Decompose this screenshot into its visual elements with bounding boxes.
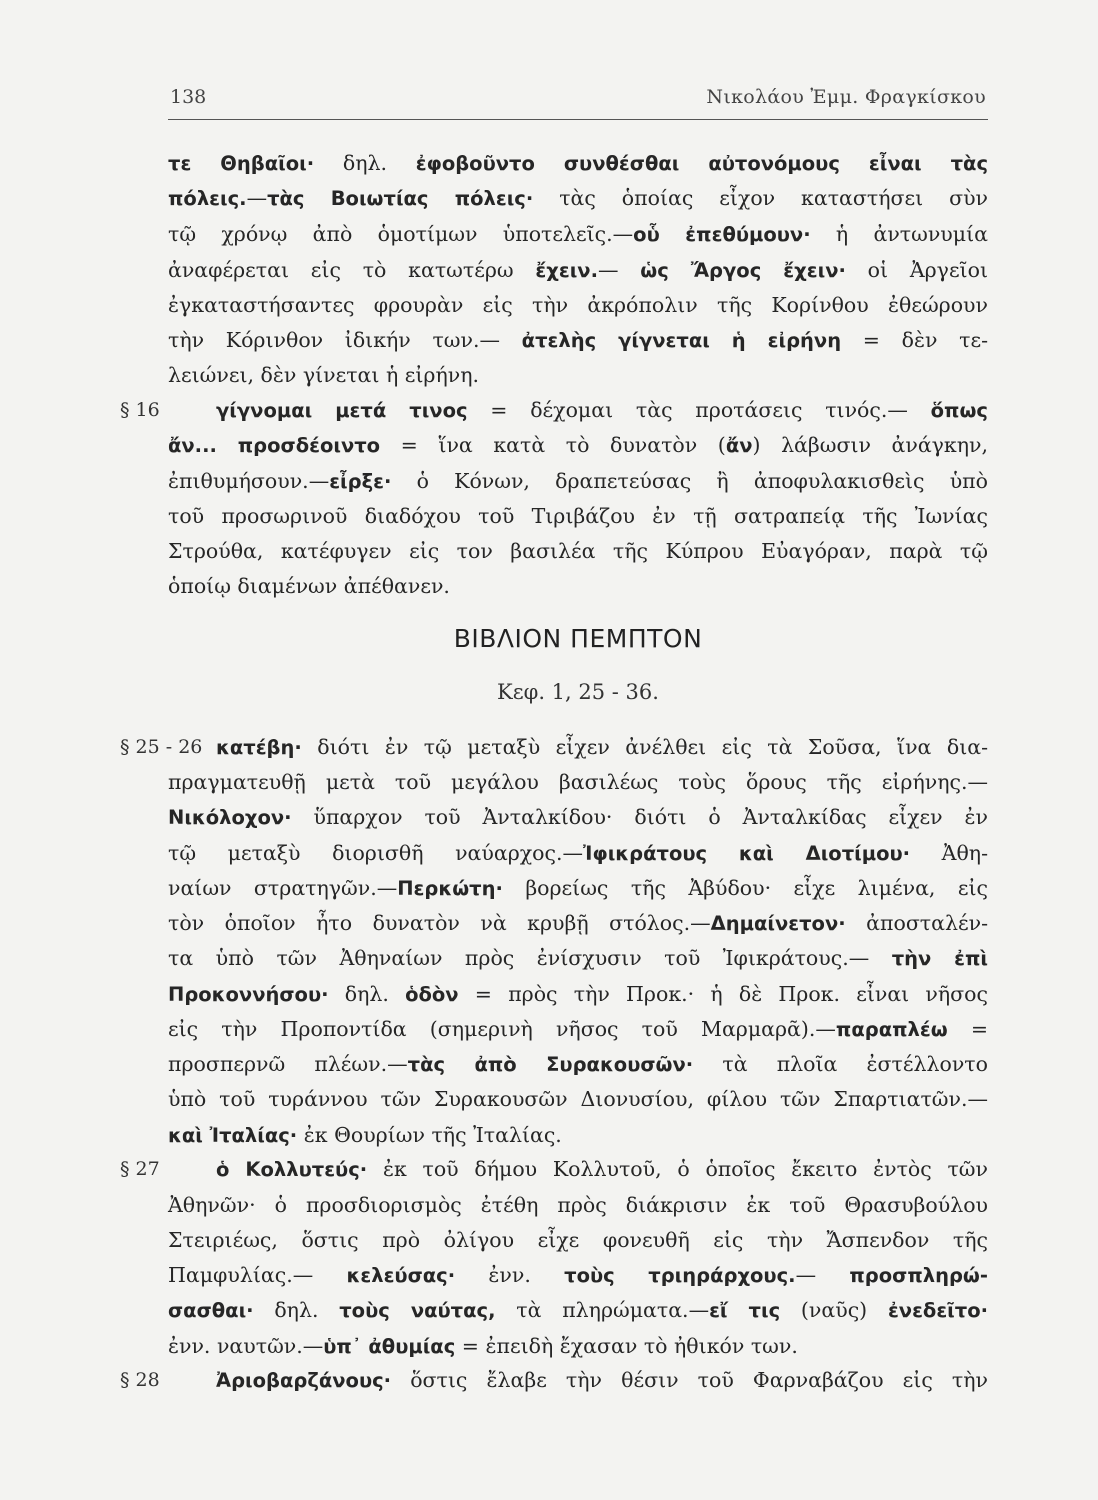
gloss-text: λειώνει, δὲν γίνεται ἡ εἰρήνη. [168,363,480,387]
gloss-text: διότι ἐν τῷ μεταξὺ εἶχεν ἀνέλθει εἰς τὰ Σοῦσα, ἵνα δια- [301,735,988,759]
text-line [168,541,988,562]
text-line [168,1054,988,1075]
section-label-25-26: § 25 - 26 [120,736,203,758]
lemma-term: τε Θηβαῖοι· [168,152,315,175]
lemma-term: γίγνομαι μετά τινος [216,399,468,422]
gloss-text: ἐκ Θουρίων τῆς Ἰταλίας. [297,1123,562,1147]
gloss-text: = δὲν τε- [841,328,988,352]
gloss-text: ἀναφέρεται εἰς τὸ κατωτέρω [168,258,536,282]
lemma-term: ἄν [725,434,753,457]
gloss-text: τῷ χρόνῳ ἀπὸ ὁμοτίμων ὑποτελεῖς.— [168,222,634,246]
text-line [168,807,988,828]
lemma-term: προσπληρώ- [849,1264,988,1287]
lemma-term: σασθαι· [168,1299,254,1322]
gloss-text: ) λάβωσιν ἀνάγκην, [752,433,989,457]
gloss-text: = [947,1017,988,1041]
lemma-term: εἴ τις [709,1299,781,1322]
lemma-term: κελεύσας· [346,1264,456,1287]
lemma-term: ὡς Ἄργος ἔχειν· [640,259,846,282]
running-header-author: Νικολάου Ἐμμ. Φραγκίσκου [706,86,986,108]
text-line [168,1019,988,1040]
lemma-term: ἄν... προσδέοιντο [168,434,381,457]
text-line [168,1230,988,1251]
gloss-text: ἐνν. ναυτῶν.— [168,1334,324,1358]
gloss-text: — [597,258,641,282]
gloss-text: τὰ πλοῖα ἐστέλλοντο [693,1052,988,1076]
gloss-text: ἀποσταλέν- [845,911,988,935]
text-line [216,1370,988,1391]
lemma-term: Νικόλοχον· [168,806,292,829]
lemma-term: τοὺς τριηράρχους. [564,1264,796,1287]
lemma-term: ὁ Κολλυτεύς· [216,1158,368,1181]
text-line [168,843,988,864]
gloss-text: τὴν Κόρινθον ἰδικήν των.— [168,328,522,352]
gloss-text: — [795,1263,850,1287]
text-line [168,471,988,492]
lemma-term: οὗ ἐπεθύμουν· [633,223,811,246]
lemma-term: Προκοννήσου· [168,983,329,1006]
gloss-text: ὅστις ἔλαβε τὴν θέσιν τοῦ Φαρναβάζου εἰς τὴν [391,1368,988,1392]
text-line [168,1336,988,1357]
gloss-text: εἰς τὴν Προποντίδα (σημερινὴ νῆσος τοῦ Μαρμαρᾶ).— [168,1017,836,1041]
gloss-text: ἐκ τοῦ δήμου Κολλυτοῦ, ὁ ὁποῖος ἔκειτο ἐντὸς τῶν [367,1157,988,1181]
text-line [216,400,988,421]
lemma-term: ἐνεδεῖτο· [887,1299,989,1322]
gloss-text: προσπερνῶ πλέων.— [168,1052,408,1076]
text-line [168,984,988,1005]
text-line [168,295,988,316]
lemma-term: ὁδὸν [405,983,459,1006]
text-line [168,1195,988,1216]
lemma-term: Ἰφικράτους καὶ Διοτίμου· [583,842,911,865]
gloss-text: τὰ πληρώματα.— [495,1298,710,1322]
text-line [168,188,988,209]
text-line [168,948,988,969]
gloss-text: τὸν ὁποῖον ἦτο δυνατὸν νὰ κρυβῇ στόλος.— [168,911,711,935]
gloss-text: — [246,186,268,210]
lemma-term: τὰς Βοιωτίας πόλεις· [267,187,534,210]
lemma-term: καὶ Ἰταλίας· [168,1124,298,1147]
text-line [168,1089,988,1110]
book-title: ΒΙΒΛΙΟΝ ΠΕΜΠΤΟΝ [453,624,703,653]
gloss-text: Στειριέως, ὅστις πρὸ ὀλίγου εἶχε φονευθῆ εἰς τὴν Ἄσπενδον τῆς [168,1228,988,1252]
text-line [168,576,988,597]
text-line [168,1265,988,1286]
section-label-28: § 28 [120,1369,160,1391]
header-rule [168,119,988,120]
gloss-text: δηλ. [253,1298,340,1322]
gloss-text: Στρούθα, κατέφυγεν εἰς τον βασιλέα τῆς Κύπρου Εὐαγόραν, παρὰ τῷ [168,539,988,563]
gloss-text: ὁποίῳ διαμένων ἀπέθανεν. [168,574,450,598]
gloss-text: (ναῦς) [780,1298,888,1322]
gloss-text: τῷ μεταξὺ διορισθῆ ναύαρχος.— [168,841,584,865]
lemma-term: ἔχειν. [535,259,598,282]
lemma-term: τὰς ἀπὸ Συρακουσῶν· [407,1053,694,1076]
text-line [168,224,988,245]
gloss-text: Ἀθη- [910,841,989,865]
text-line [168,772,988,793]
gloss-text: τὰς ὁποίας εἶχον καταστήσει σὺν [533,186,988,210]
section-label-27: § 27 [120,1158,160,1180]
lemma-term: Περκώτη· [397,877,503,900]
gloss-text: δηλ. [328,982,406,1006]
lemma-term: ὅπως [930,399,988,422]
gloss-text: ναίων στρατηγῶν.— [168,876,398,900]
lemma-term: ὑπ᾽ ἀθυμίας [323,1335,456,1358]
text-line [168,153,988,174]
text-line [168,1125,988,1146]
lemma-term: Δημαίνετον· [710,912,846,935]
gloss-text: βορείως τῆς Ἀβύδου· εἶχε λιμένα, εἰς [502,876,988,900]
gloss-text: τοῦ προσωρινοῦ διαδόχου τοῦ Τιριβάζου ἐν τῇ σατραπείᾳ τῆς Ἰωνίας [168,504,988,528]
section-label-16: § 16 [120,399,160,421]
text-line [168,878,988,899]
gloss-text: = ἵνα κατὰ τὸ δυνατὸν ( [380,433,726,457]
chapter-reference: Κεφ. 1, 25 - 36. [497,680,659,704]
lemma-term: παραπλέω [835,1018,948,1041]
text-line [216,737,988,758]
gloss-text: ὑπὸ τοῦ τυράννου τῶν Συρακουσῶν Διονυσίου, φίλου τῶν Σπαρτιατῶν.— [168,1087,988,1111]
gloss-text: τα ὑπὸ τῶν Ἀθηναίων πρὸς ἐνίσχυσιν τοῦ Ἰφικράτους.— [168,946,892,970]
gloss-text: ἐγκαταστήσαντες φρουρὰν εἰς τὴν ἀκρόπολιν τῆς Κορίνθου ἐθεώρουν [168,293,988,317]
lemma-term: ἀτελὴς γίγνεται ἡ εἰρήνη [521,329,842,352]
text-line [168,330,988,351]
gloss-text: ὕπαρχον τοῦ Ἀνταλκίδου· διότι ὁ Ἀνταλκίδας εἶχεν ἐν [291,805,988,829]
gloss-text: ἐνν. [455,1263,565,1287]
text-line [168,1300,988,1321]
gloss-text: Ἀθηνῶν· ὁ προσδιορισμὸς ἐτέθη πρὸς διάκρισιν ἐκ τοῦ Θρασυβούλου [168,1193,988,1217]
lemma-term: κατέβη· [216,736,302,759]
gloss-text: = δέχομαι τὰς προτάσεις τινός.— [467,398,931,422]
gloss-text: οἱ Ἀργεῖοι [845,258,988,282]
gloss-text: Παμφυλίας.— [168,1263,347,1287]
lemma-term: πόλεις. [168,187,247,210]
lemma-term: Ἀριοβαρζάνους· [216,1369,392,1392]
lemma-term: τὴν ἐπὶ [891,947,988,970]
text-line [168,913,988,934]
text-line [168,365,988,386]
gloss-text: ἐπιθυμήσουν.— [168,469,330,493]
gloss-text: = πρὸς τὴν Προκ.· ἡ δὲ Προκ. εἶναι νῆσος [458,982,988,1006]
text-line [216,1159,988,1180]
lemma-term: ἐφοβοῦντο συνθέσθαι αὐτονόμους εἶναι τὰς [415,152,989,175]
page-number: 138 [170,86,207,108]
gloss-text: ἡ ἀντωνυμία [810,222,988,246]
text-line [168,506,988,527]
gloss-text: πραγματευθῇ μετὰ τοῦ μεγάλου βασιλέως τοὺς ὅρους τῆς εἰρήνης.— [168,770,988,794]
text-line [168,435,988,456]
gloss-text: ὁ Κόνων, δραπετεύσας ἢ ἀποφυλακισθεὶς ὑπὸ [391,469,988,493]
gloss-text: = ἐπειδὴ ἔχασαν τὸ ἠθικόν των. [455,1334,798,1358]
lemma-term: εἶρξε· [329,470,392,493]
gloss-text: δηλ. [314,151,416,175]
text-line [168,260,988,281]
lemma-term: τοὺς ναύτας, [339,1299,496,1322]
